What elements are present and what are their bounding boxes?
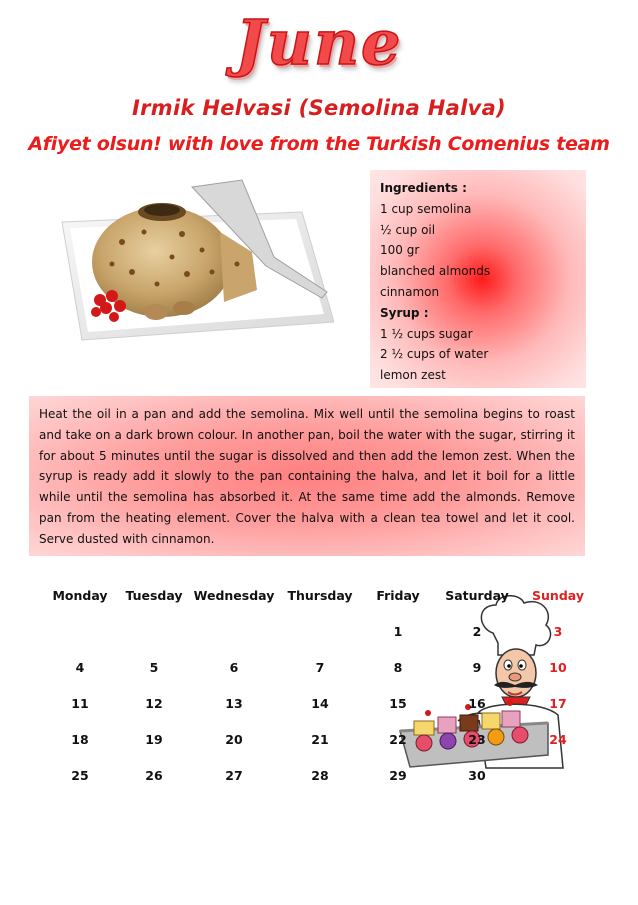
day-header-tuesday: Tuesday [125, 588, 183, 603]
calendar-date: 9 [472, 660, 482, 675]
calendar-date: 26 [145, 768, 163, 783]
calendar-date: 29 [389, 768, 407, 783]
calendar-date: 3 [553, 624, 563, 639]
dedication-line: Afiyet olsun! with love from the Turkish Comenius team [28, 133, 610, 155]
calendar-date: 2 [472, 624, 482, 639]
calendar-date: 5 [149, 660, 159, 675]
syrup-item: 2 ½ cups of water [380, 347, 489, 362]
calendar-date: 7 [315, 660, 325, 675]
day-header-friday: Friday [376, 588, 420, 603]
calendar-date: 17 [549, 696, 567, 711]
calendar-date: 16 [468, 696, 486, 711]
instructions-text: Heat the oil in a pan and add the semolina. Mix well until the semolina begins to roast and take on a dark brown colour. In another pan, boil the water with the sugar, stirring it for about 5 minutes until the sugar is dissolved and then add the lemon zest. When the syrup is ready add it slowly to the pan containing the halva, and let it boil for a little while until the semolina has absorbed it. At the same time add the almonds. Remove pan from the heating element. Cover the halva with a clean tea towel and let it cool. Serve dusted with cinnamon. [39, 407, 575, 546]
month-title: June [235, 6, 403, 79]
calendar-date: 13 [225, 696, 243, 711]
ingredient-item: ½ cup oil [380, 222, 436, 237]
calendar-date: 18 [71, 732, 89, 747]
ingredient-item: blanched almonds [380, 264, 491, 279]
day-header-wednesday: Wednesday [193, 588, 275, 603]
ingredient-item: cinnamon [380, 284, 440, 299]
day-header-saturday: Saturday [445, 588, 509, 603]
calendar-date: 10 [549, 660, 567, 675]
day-header-sunday: Sunday [532, 588, 584, 603]
calendar-date: 14 [311, 696, 329, 711]
day-header-monday: Monday [52, 588, 108, 603]
ingredient-item: 1 cup semolina [380, 201, 472, 216]
calendar-date: 15 [389, 696, 407, 711]
calendar-date: 4 [75, 660, 85, 675]
calendar-date: 12 [145, 696, 163, 711]
ingredients-heading: Ingredients : [380, 181, 467, 195]
calendar-date: 24 [549, 732, 567, 747]
ingredient-item: 100 gr [380, 243, 420, 258]
instructions-box [29, 396, 585, 556]
calendar-date: 11 [71, 696, 89, 711]
calendar-date: 1 [393, 624, 403, 639]
chef-illustration [398, 593, 573, 785]
calendar-date: 21 [311, 732, 329, 747]
syrup-item: lemon zest [380, 368, 446, 383]
syrup-heading: Syrup : [380, 305, 429, 320]
calendar-date: 6 [229, 660, 239, 675]
syrup-item: 1 ½ cups sugar [380, 326, 473, 341]
calendar-date: 25 [71, 768, 89, 783]
calendar-date: 30 [468, 768, 486, 783]
calendar-date: 22 [389, 732, 407, 747]
calendar-date: 23 [468, 732, 486, 747]
halva-photo [52, 172, 334, 344]
calendar-date: 27 [225, 768, 243, 783]
calendar-date: 8 [393, 660, 403, 675]
calendar-date: 19 [145, 732, 163, 747]
calendar-date: 28 [311, 768, 329, 783]
day-header-thursday: Thursday [287, 588, 353, 603]
recipe-title: Irmik Helvasi (Semolina Halva) [132, 96, 506, 120]
calendar-date: 20 [225, 732, 243, 747]
ingredients-box [370, 170, 586, 388]
